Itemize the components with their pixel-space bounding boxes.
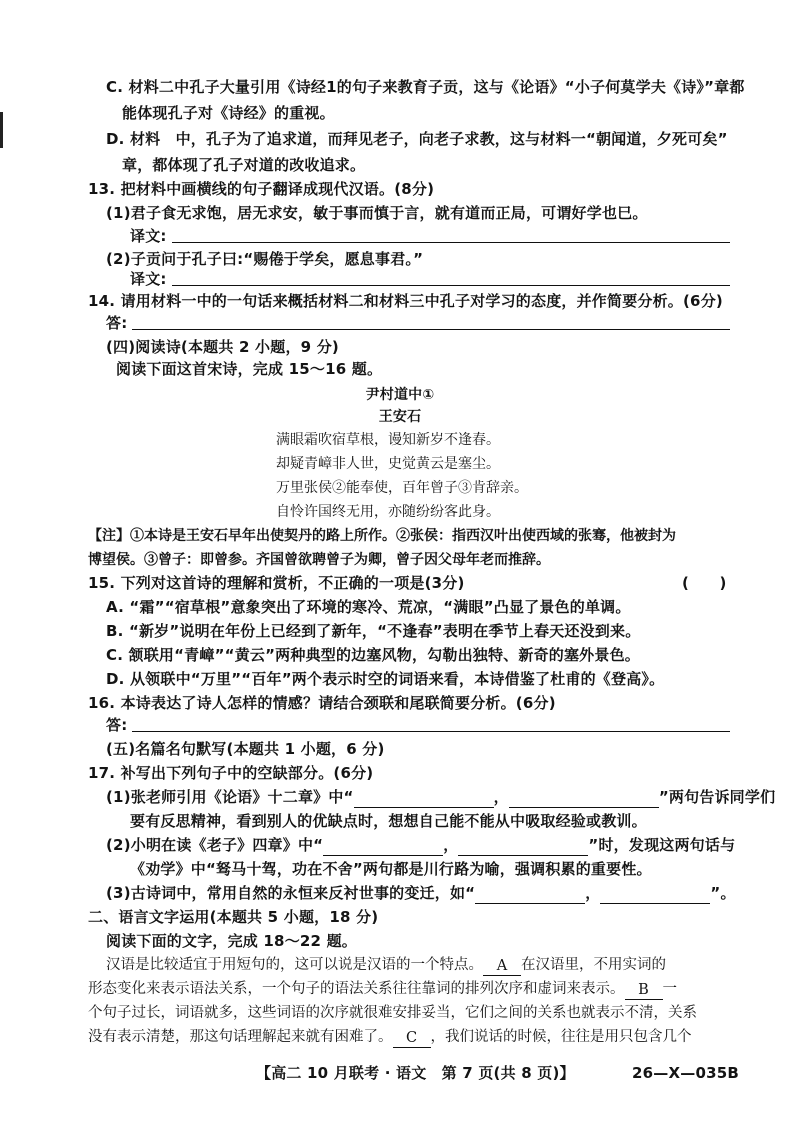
q17-item-2-line1	[106, 834, 735, 856]
passage-line-2-text-b: 一	[662, 981, 677, 997]
q17-item-2-text-a: (2)小明在读《老子》四章》中“	[106, 836, 324, 854]
poem-title: 尹村道中①	[365, 387, 435, 403]
q17-item-1-comma: ，	[493, 788, 509, 806]
q17-item-1-text-b: ”两句告诉同学们	[658, 788, 776, 806]
passage-line-4	[88, 1026, 692, 1048]
q17-item-1-line2: 要有反思精神，看到别人的优缺点时，想想自己能不能从中吸取经验或教训。	[130, 812, 647, 830]
q12-option-c-line1: C. 材料二中孔子大量引用《诗经1的句子来教育子贡，这与《论语》“小子何莫学夫《诗》”章都	[106, 78, 745, 96]
passage-line-3: 个句子过长，词语就多，这些词语的次序就很难安排妥当，它们之间的关系也就表示不清，关系	[88, 1005, 697, 1021]
q15-answer-paren: ( )	[682, 574, 727, 592]
q17-item-1-line1	[106, 786, 775, 808]
q15-stem: 15. 下列对这首诗的理解和赏析，不正确的一项是(3分)	[88, 574, 465, 592]
q17-item-1-blank-2[interactable]	[509, 791, 659, 808]
q17-stem: 17. 补写出下列句子中的空缺部分。(6分)	[88, 764, 374, 782]
q12-option-d-line1: D. 材料 中，孔子为了追求道，而拜见老子，向老子求教，这与材料一“朝闻道，夕死可矣”	[106, 130, 728, 148]
passage-line-1-text-a: 汉语是比较适宜于用短句的，这可以说是汉语的一个特点。	[106, 957, 483, 973]
q15-option-c: C. 颔联用“青嶂”“黄云”两种典型的边塞风物，勾勒出独特、新奇的塞外景色。	[106, 646, 640, 664]
footer-exam-code: 26—X—035B	[632, 1064, 739, 1082]
q15-option-a: A. “霜”“宿草根”意象突出了环境的寒冷、荒凉，“满眼”凸显了景色的单调。	[106, 598, 631, 616]
q13-sentence-2: (2)子贡问于孔子曰:“赐倦于学矣，愿息事君。”	[106, 250, 424, 268]
q16-stem: 16. 本诗表达了诗人怎样的情感？请结合颈联和尾联简要分析。(6分)	[88, 694, 556, 712]
q13-translation-1-label: 译文:	[130, 227, 167, 245]
blank-b[interactable]: B	[625, 981, 663, 1000]
q17-item-1-blank-1[interactable]	[354, 791, 494, 808]
footer-page-info: 【高二 10 月联考 · 语文 第 7 页(共 8 页)】	[256, 1064, 575, 1082]
q12-option-d-line2: 章，都体现了孔子对道的改收追求。	[122, 156, 366, 174]
q17-item-3-blank-1[interactable]	[475, 887, 585, 904]
section-5-heading: (五)名篇名句默写(本题共 1 小题，6 分)	[106, 740, 385, 758]
q13-translation-2-line	[172, 285, 730, 286]
passage-line-4-text-b: ，我们说话的时候，往往是用只包含几个	[430, 1029, 692, 1045]
q13-stem: 13. 把材料中画横线的句子翻译成现代汉语。(8分)	[88, 180, 435, 198]
passage-line-4-text-a: 没有表示清楚，那这句话理解起来就有困难了。	[88, 1029, 393, 1045]
passage-line-1-text-b: 在汉语里，不用实词的	[521, 957, 666, 973]
part-2-intro: 阅读下面的文字，完成 18～22 题。	[106, 932, 357, 950]
q17-item-3-text-b: ”。	[710, 884, 736, 902]
passage-line-2	[88, 978, 677, 1000]
q17-item-2-blank-2[interactable]	[458, 839, 588, 856]
poem-author: 王安石	[378, 409, 422, 425]
q17-item-2-blank-1[interactable]	[323, 839, 443, 856]
q14-answer-label: 答:	[106, 314, 128, 332]
q17-item-3-comma: ，	[585, 884, 601, 902]
poem-note-line2: 博望侯。③曾子：即曾参。齐国曾欲聘曾子为卿，曾子因父母年老而推辞。	[88, 552, 550, 568]
poem-line-4: 自怜许国终无用，亦随纷纷客此身。	[276, 504, 500, 520]
section-4-heading: (四)阅读诗(本题共 2 小题，9 分)	[106, 338, 339, 356]
q15-option-d: D. 从领联中“万里”“百年”两个表示时空的词语来看，本诗借鉴了杜甫的《登高》。	[106, 670, 665, 688]
q13-translation-1-line	[172, 242, 730, 243]
blank-a[interactable]: A	[483, 957, 521, 976]
q14-stem: 14. 请用材料一中的一句话来概括材料二和材料三中孔子对学习的态度，并作简要分析。(6分)	[88, 292, 723, 310]
poem-line-2: 却疑青嶂非人世，史觉黄云是塞尘。	[276, 456, 500, 472]
q17-item-3-text-a: (3)古诗词中，常用自然的永恒来反衬世事的变迁，如“	[106, 884, 476, 902]
q16-answer-label: 答:	[106, 716, 128, 734]
q17-item-2-text-b: ”时，发现这两句话与	[588, 836, 736, 854]
q17-item-3-line1	[106, 882, 736, 904]
q12-option-c-line2: 能体现孔子对《诗经》的重视。	[122, 104, 335, 122]
q17-item-3-blank-2[interactable]	[600, 887, 710, 904]
q17-item-1-text-a: (1)张老师引用《论语》十二章》中“	[106, 788, 354, 806]
passage-line-2-text-a: 形态变化来表示语法关系，一个句子的语法关系往往靠词的排列次序和虚词来表示。	[88, 981, 625, 997]
q16-answer-line	[132, 731, 730, 732]
q13-translation-2-label: 译文:	[130, 270, 167, 288]
passage-line-1	[106, 954, 666, 976]
q17-item-2-line2: 《劝学》中“驽马十驾，功在不舍”两句都是川行路为喻，强调积累的重要性。	[130, 860, 652, 878]
blank-c[interactable]: C	[393, 1029, 431, 1048]
q14-answer-line	[132, 329, 730, 330]
q15-option-b: B. “新岁”说明在年份上已经到了新年，“不逢春”表明在季节上春天还没到来。	[106, 622, 641, 640]
q13-sentence-1: (1)君子食无求饱，居无求安，敏于事而慎于言，就有道而正局，可谓好学也巳。	[106, 204, 648, 222]
poem-line-3: 万里张侯②能奉使，百年曾子③肯辞亲。	[276, 480, 528, 496]
part-2-heading: 二、语言文字运用(本题共 5 小题，18 分)	[88, 908, 379, 926]
section-4-intro: 阅读下面这首宋诗，完成 15～16 题。	[116, 360, 383, 378]
poem-note-line1: 【注】①本诗是王安石早年出使契丹的路上所作。②张侯：指西汉叶出使西域的张骞，他被封为	[88, 528, 676, 544]
q17-item-2-comma: ，	[443, 836, 459, 854]
poem-line-1: 满眼霜吹宿草根，谩知新岁不逢春。	[276, 432, 500, 448]
